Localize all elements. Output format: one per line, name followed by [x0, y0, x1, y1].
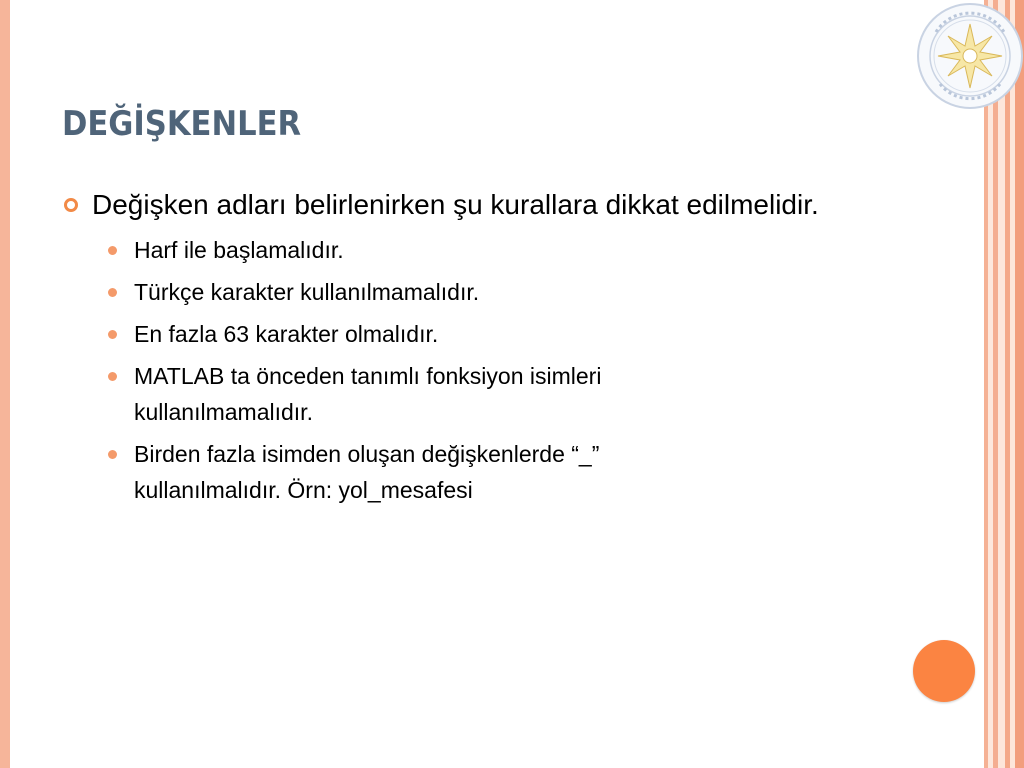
ring-bullet-icon	[64, 198, 78, 212]
dot-bullet-icon	[108, 450, 117, 459]
main-bullet-text: Değişken adları belirlenirken şu kurallara dikkat edilmelidir.	[92, 189, 819, 220]
sub-bullet-item	[64, 436, 714, 508]
sub-bullet-list	[64, 232, 864, 508]
dot-bullet-icon	[108, 330, 117, 339]
sub-bullet-text: Türkçe karakter kullanılmamalıdır.	[134, 279, 480, 305]
right-decorative-band	[980, 0, 1024, 768]
sub-bullet-item	[64, 358, 714, 430]
sub-bullet-item	[64, 232, 714, 268]
university-seal-icon	[916, 2, 1024, 110]
sub-bullet-text: MATLAB ta önceden tanımlı fonksiyon isimleri kullanılmamalıdır.	[134, 363, 602, 425]
main-bullet	[64, 186, 864, 224]
orange-circle-decoration	[913, 640, 975, 702]
slide-content	[64, 186, 864, 514]
slide-title: DEĞİŞKENLER	[62, 104, 302, 144]
sub-bullet-item	[64, 316, 714, 352]
left-decorative-stripe	[0, 0, 10, 768]
sub-bullet-text: En fazla 63 karakter olmalıdır.	[134, 321, 439, 347]
sub-bullet-text: Harf ile başlamalıdır.	[134, 237, 344, 263]
dot-bullet-icon	[108, 246, 117, 255]
sub-bullet-text: Birden fazla isimden oluşan değişkenlerde “_” kullanılmalıdır. Örn: yol_mesafesi	[134, 441, 600, 503]
sub-bullet-item	[64, 274, 714, 310]
dot-bullet-icon	[108, 372, 117, 381]
dot-bullet-icon	[108, 288, 117, 297]
